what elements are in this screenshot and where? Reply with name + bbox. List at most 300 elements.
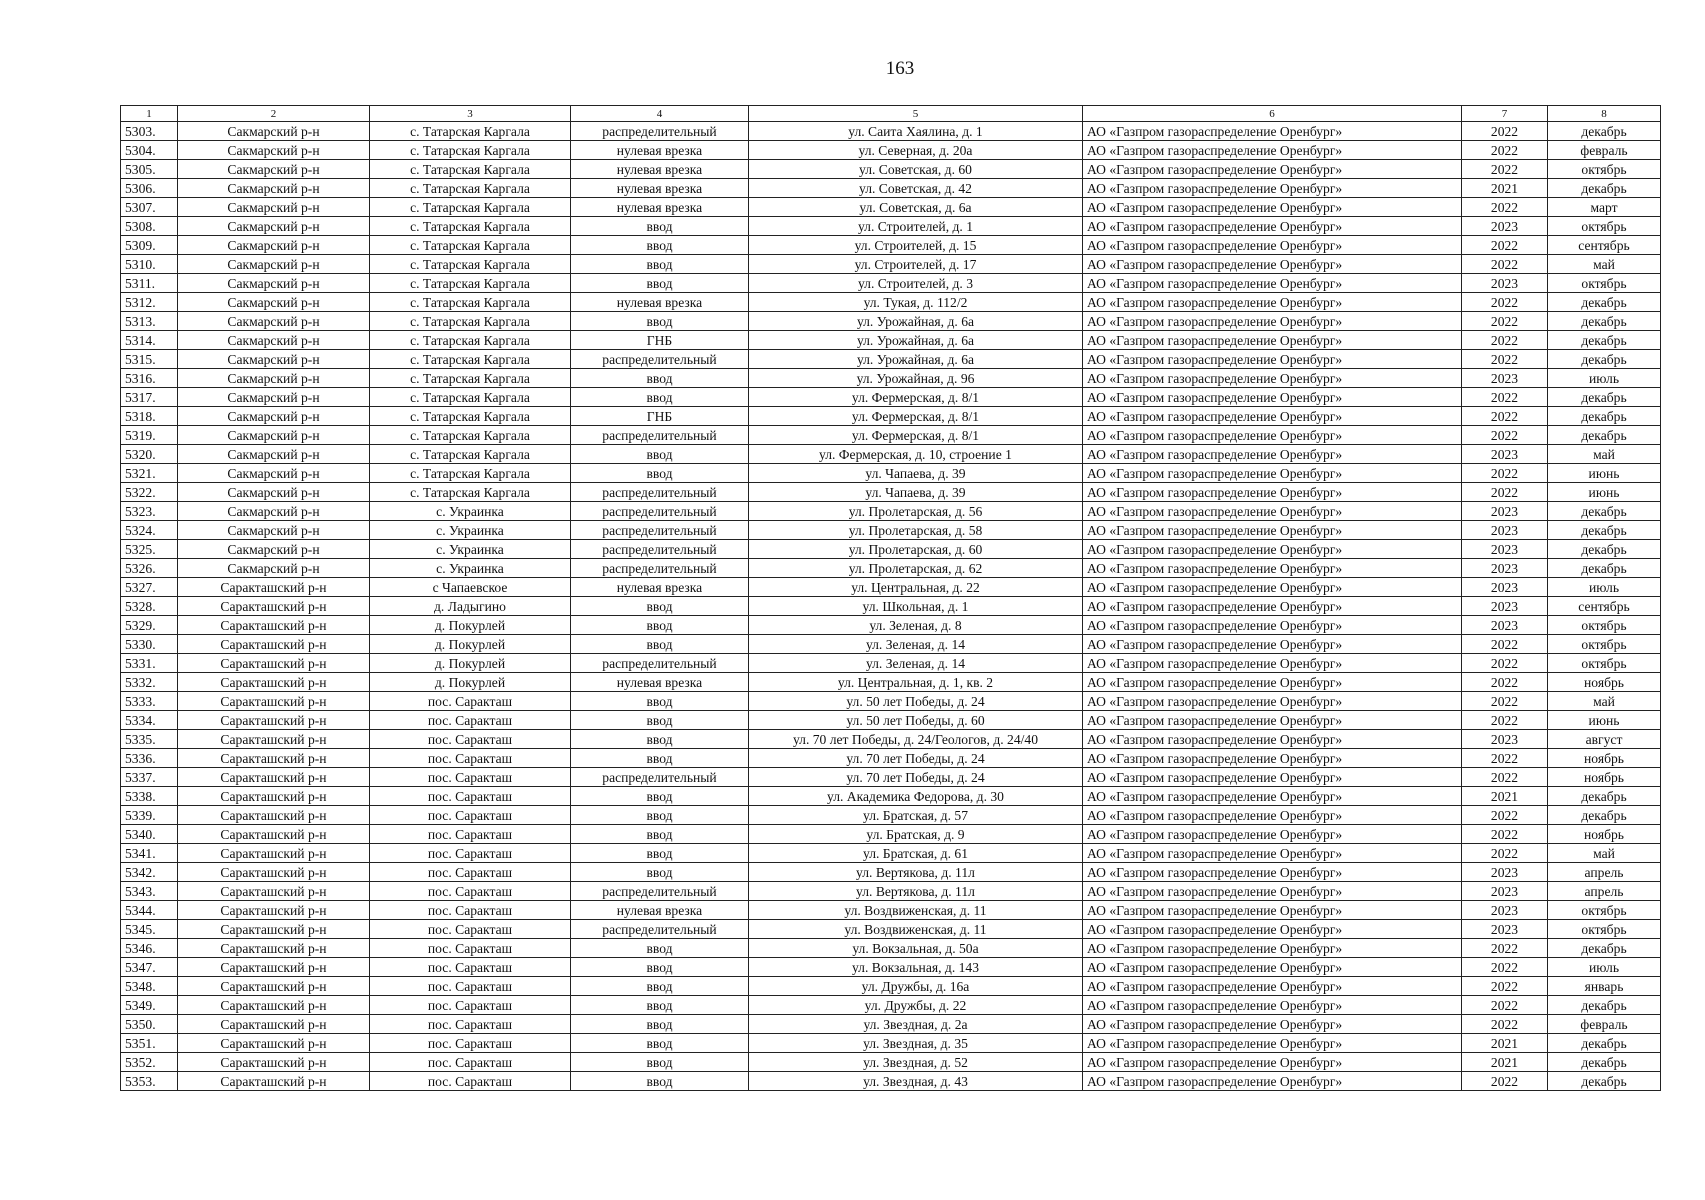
address-cell: ул. 70 лет Победы, д. 24 — [749, 749, 1083, 768]
table-row — [121, 597, 1661, 616]
district-cell: Сакмарский р-н — [178, 407, 370, 426]
district-cell: Сакмарский р-н — [178, 141, 370, 160]
row-number-cell: 5324. — [121, 521, 178, 540]
work-type-cell: нулевая врезка — [571, 160, 749, 179]
row-number-cell: 5306. — [121, 179, 178, 198]
year-cell: 2022 — [1462, 293, 1548, 312]
settlement-cell: пос. Саракташ — [370, 996, 571, 1015]
address-cell: ул. Северная, д. 20а — [749, 141, 1083, 160]
row-number-cell: 5323. — [121, 502, 178, 521]
work-type-cell: ГНБ — [571, 331, 749, 350]
work-type-cell: распределительный — [571, 920, 749, 939]
organization-cell: АО «Газпром газораспределение Оренбург» — [1083, 426, 1462, 445]
organization-cell: АО «Газпром газораспределение Оренбург» — [1083, 350, 1462, 369]
settlement-cell: с. Татарская Каргала — [370, 274, 571, 293]
district-cell: Саракташский р-н — [178, 711, 370, 730]
settlement-cell: пос. Саракташ — [370, 749, 571, 768]
month-cell: декабрь — [1548, 1072, 1661, 1091]
table-row — [121, 939, 1661, 958]
table-row — [121, 673, 1661, 692]
organization-cell: АО «Газпром газораспределение Оренбург» — [1083, 274, 1462, 293]
district-cell: Саракташский р-н — [178, 768, 370, 787]
month-cell: октябрь — [1548, 217, 1661, 236]
month-cell: май — [1548, 255, 1661, 274]
work-type-cell: ввод — [571, 1034, 749, 1053]
table-row — [121, 312, 1661, 331]
address-cell: ул. Звездная, д. 43 — [749, 1072, 1083, 1091]
table-row — [121, 787, 1661, 806]
row-number-cell: 5320. — [121, 445, 178, 464]
organization-cell: АО «Газпром газораспределение Оренбург» — [1083, 806, 1462, 825]
table-row — [121, 654, 1661, 673]
row-number-cell: 5326. — [121, 559, 178, 578]
work-type-cell: распределительный — [571, 654, 749, 673]
organization-cell: АО «Газпром газораспределение Оренбург» — [1083, 160, 1462, 179]
district-cell: Сакмарский р-н — [178, 331, 370, 350]
organization-cell: АО «Газпром газораспределение Оренбург» — [1083, 920, 1462, 939]
settlement-cell: пос. Саракташ — [370, 863, 571, 882]
settlement-cell: с. Татарская Каргала — [370, 179, 571, 198]
organization-cell: АО «Газпром газораспределение Оренбург» — [1083, 730, 1462, 749]
month-cell: май — [1548, 844, 1661, 863]
year-cell: 2023 — [1462, 559, 1548, 578]
address-cell: ул. Советская, д. 60 — [749, 160, 1083, 179]
address-cell: ул. Зеленая, д. 14 — [749, 635, 1083, 654]
table-row — [121, 198, 1661, 217]
settlement-cell: с. Украинка — [370, 559, 571, 578]
year-cell: 2022 — [1462, 236, 1548, 255]
work-type-cell: ввод — [571, 787, 749, 806]
month-cell: январь — [1548, 977, 1661, 996]
work-type-cell: нулевая врезка — [571, 673, 749, 692]
settlement-cell: с. Татарская Каргала — [370, 388, 571, 407]
table-row — [121, 559, 1661, 578]
work-type-cell: нулевая врезка — [571, 578, 749, 597]
organization-cell: АО «Газпром газораспределение Оренбург» — [1083, 559, 1462, 578]
work-type-cell: ввод — [571, 711, 749, 730]
work-type-cell: ввод — [571, 1015, 749, 1034]
work-type-cell: ввод — [571, 388, 749, 407]
work-type-cell: распределительный — [571, 122, 749, 141]
work-type-cell: распределительный — [571, 768, 749, 787]
row-number-cell: 5321. — [121, 464, 178, 483]
row-number-cell: 5310. — [121, 255, 178, 274]
address-cell: ул. Академика Федорова, д. 30 — [749, 787, 1083, 806]
row-number-cell: 5307. — [121, 198, 178, 217]
year-cell: 2022 — [1462, 673, 1548, 692]
month-cell: август — [1548, 730, 1661, 749]
row-number-cell: 5332. — [121, 673, 178, 692]
year-cell: 2023 — [1462, 540, 1548, 559]
table-row — [121, 825, 1661, 844]
district-cell: Сакмарский р-н — [178, 179, 370, 198]
district-cell: Саракташский р-н — [178, 654, 370, 673]
organization-cell: АО «Газпром газораспределение Оренбург» — [1083, 749, 1462, 768]
month-cell: декабрь — [1548, 179, 1661, 198]
row-number-cell: 5312. — [121, 293, 178, 312]
district-cell: Саракташский р-н — [178, 882, 370, 901]
district-cell: Саракташский р-н — [178, 806, 370, 825]
month-cell: декабрь — [1548, 407, 1661, 426]
settlement-cell: пос. Саракташ — [370, 920, 571, 939]
work-type-cell: ввод — [571, 236, 749, 255]
row-number-cell: 5316. — [121, 369, 178, 388]
address-cell: ул. Звездная, д. 2а — [749, 1015, 1083, 1034]
address-cell: ул. Фермерская, д. 10, строение 1 — [749, 445, 1083, 464]
year-cell: 2022 — [1462, 939, 1548, 958]
organization-cell: АО «Газпром газораспределение Оренбург» — [1083, 977, 1462, 996]
work-type-cell: ввод — [571, 996, 749, 1015]
row-number-cell: 5339. — [121, 806, 178, 825]
year-cell: 2023 — [1462, 274, 1548, 293]
table-row — [121, 958, 1661, 977]
month-cell: ноябрь — [1548, 749, 1661, 768]
settlement-cell: с. Украинка — [370, 502, 571, 521]
table-row — [121, 806, 1661, 825]
year-cell: 2021 — [1462, 1034, 1548, 1053]
month-cell: февраль — [1548, 141, 1661, 160]
month-cell: декабрь — [1548, 806, 1661, 825]
work-type-cell: ввод — [571, 369, 749, 388]
month-cell: май — [1548, 692, 1661, 711]
settlement-cell: с. Татарская Каргала — [370, 160, 571, 179]
month-cell: апрель — [1548, 863, 1661, 882]
settlement-cell: д. Покурлей — [370, 654, 571, 673]
table-row — [121, 1034, 1661, 1053]
organization-cell: АО «Газпром газораспределение Оренбург» — [1083, 122, 1462, 141]
organization-cell: АО «Газпром газораспределение Оренбург» — [1083, 369, 1462, 388]
row-number-cell: 5337. — [121, 768, 178, 787]
year-cell: 2022 — [1462, 996, 1548, 1015]
address-cell: ул. Воздвиженская, д. 11 — [749, 901, 1083, 920]
year-cell: 2022 — [1462, 426, 1548, 445]
month-cell: октябрь — [1548, 616, 1661, 635]
address-cell: ул. Пролетарская, д. 62 — [749, 559, 1083, 578]
district-cell: Сакмарский р-н — [178, 369, 370, 388]
settlement-cell: с. Татарская Каргала — [370, 198, 571, 217]
row-number-cell: 5334. — [121, 711, 178, 730]
district-cell: Саракташский р-н — [178, 939, 370, 958]
organization-cell: АО «Газпром газораспределение Оренбург» — [1083, 312, 1462, 331]
district-cell: Саракташский р-н — [178, 1034, 370, 1053]
table-row — [121, 844, 1661, 863]
table-body — [121, 122, 1661, 1091]
table-row — [121, 768, 1661, 787]
year-cell: 2022 — [1462, 407, 1548, 426]
district-cell: Саракташский р-н — [178, 730, 370, 749]
settlement-cell: с Чапаевское — [370, 578, 571, 597]
month-cell: декабрь — [1548, 1034, 1661, 1053]
table-row — [121, 369, 1661, 388]
month-cell: декабрь — [1548, 996, 1661, 1015]
address-cell: ул. Звездная, д. 52 — [749, 1053, 1083, 1072]
month-cell: декабрь — [1548, 350, 1661, 369]
organization-cell: АО «Газпром газораспределение Оренбург» — [1083, 882, 1462, 901]
district-cell: Сакмарский р-н — [178, 274, 370, 293]
organization-cell: АО «Газпром газораспределение Оренбург» — [1083, 236, 1462, 255]
year-cell: 2023 — [1462, 597, 1548, 616]
settlement-cell: пос. Саракташ — [370, 692, 571, 711]
table-row — [121, 217, 1661, 236]
work-type-cell: распределительный — [571, 559, 749, 578]
year-cell: 2022 — [1462, 977, 1548, 996]
district-cell: Саракташский р-н — [178, 749, 370, 768]
address-cell: ул. Вокзальная, д. 143 — [749, 958, 1083, 977]
year-cell: 2022 — [1462, 255, 1548, 274]
row-number-cell: 5317. — [121, 388, 178, 407]
settlement-cell: пос. Саракташ — [370, 1015, 571, 1034]
column-header: 8 — [1548, 106, 1661, 122]
organization-cell: АО «Газпром газораспределение Оренбург» — [1083, 711, 1462, 730]
row-number-cell: 5314. — [121, 331, 178, 350]
work-type-cell: распределительный — [571, 882, 749, 901]
settlement-cell: пос. Саракташ — [370, 939, 571, 958]
row-number-cell: 5352. — [121, 1053, 178, 1072]
row-number-cell: 5305. — [121, 160, 178, 179]
row-number-cell: 5353. — [121, 1072, 178, 1091]
settlement-cell: с. Татарская Каргала — [370, 350, 571, 369]
row-number-cell: 5343. — [121, 882, 178, 901]
year-cell: 2022 — [1462, 844, 1548, 863]
table-row — [121, 1053, 1661, 1072]
table-row — [121, 730, 1661, 749]
address-cell: ул. Фермерская, д. 8/1 — [749, 407, 1083, 426]
column-header: 3 — [370, 106, 571, 122]
district-cell: Саракташский р-н — [178, 996, 370, 1015]
work-type-cell: ввод — [571, 1053, 749, 1072]
work-type-cell: нулевая врезка — [571, 179, 749, 198]
work-type-cell: ввод — [571, 616, 749, 635]
district-cell: Саракташский р-н — [178, 844, 370, 863]
row-number-cell: 5308. — [121, 217, 178, 236]
settlement-cell: пос. Саракташ — [370, 730, 571, 749]
settlement-cell: с. Татарская Каргала — [370, 141, 571, 160]
settlement-cell: пос. Саракташ — [370, 768, 571, 787]
month-cell: декабрь — [1548, 1053, 1661, 1072]
row-number-cell: 5348. — [121, 977, 178, 996]
settlement-cell: с. Татарская Каргала — [370, 464, 571, 483]
address-cell: ул. Фермерская, д. 8/1 — [749, 388, 1083, 407]
district-cell: Саракташский р-н — [178, 901, 370, 920]
month-cell: май — [1548, 445, 1661, 464]
month-cell: декабрь — [1548, 312, 1661, 331]
settlement-cell: пос. Саракташ — [370, 901, 571, 920]
address-cell: ул. Центральная, д. 22 — [749, 578, 1083, 597]
row-number-cell: 5335. — [121, 730, 178, 749]
month-cell: ноябрь — [1548, 825, 1661, 844]
year-cell: 2022 — [1462, 198, 1548, 217]
table-row — [121, 996, 1661, 1015]
work-type-cell: ГНБ — [571, 407, 749, 426]
table-row — [121, 616, 1661, 635]
year-cell: 2022 — [1462, 806, 1548, 825]
organization-cell: АО «Газпром газораспределение Оренбург» — [1083, 331, 1462, 350]
settlement-cell: пос. Саракташ — [370, 1072, 571, 1091]
month-cell: декабрь — [1548, 331, 1661, 350]
row-number-cell: 5350. — [121, 1015, 178, 1034]
year-cell: 2022 — [1462, 1072, 1548, 1091]
work-type-cell: распределительный — [571, 483, 749, 502]
work-type-cell: ввод — [571, 464, 749, 483]
district-cell: Саракташский р-н — [178, 1072, 370, 1091]
row-number-cell: 5331. — [121, 654, 178, 673]
row-number-cell: 5351. — [121, 1034, 178, 1053]
table-row — [121, 882, 1661, 901]
work-type-cell: ввод — [571, 635, 749, 654]
district-cell: Сакмарский р-н — [178, 217, 370, 236]
table-row — [121, 426, 1661, 445]
month-cell: февраль — [1548, 1015, 1661, 1034]
month-cell: ноябрь — [1548, 673, 1661, 692]
district-cell: Саракташский р-н — [178, 1053, 370, 1072]
year-cell: 2023 — [1462, 217, 1548, 236]
work-type-cell: ввод — [571, 730, 749, 749]
month-cell: декабрь — [1548, 293, 1661, 312]
district-cell: Сакмарский р-н — [178, 312, 370, 331]
table-row — [121, 920, 1661, 939]
address-cell: ул. Строителей, д. 3 — [749, 274, 1083, 293]
district-cell: Саракташский р-н — [178, 597, 370, 616]
address-cell: ул. Строителей, д. 1 — [749, 217, 1083, 236]
district-cell: Сакмарский р-н — [178, 255, 370, 274]
settlement-cell: пос. Саракташ — [370, 1034, 571, 1053]
settlement-cell: д. Ладыгино — [370, 597, 571, 616]
table-row — [121, 293, 1661, 312]
row-number-cell: 5315. — [121, 350, 178, 369]
row-number-cell: 5318. — [121, 407, 178, 426]
organization-cell: АО «Газпром газораспределение Оренбург» — [1083, 1015, 1462, 1034]
month-cell: март — [1548, 198, 1661, 217]
column-header: 4 — [571, 106, 749, 122]
settlement-cell: пос. Саракташ — [370, 787, 571, 806]
month-cell: декабрь — [1548, 502, 1661, 521]
year-cell: 2022 — [1462, 692, 1548, 711]
district-cell: Сакмарский р-н — [178, 426, 370, 445]
organization-cell: АО «Газпром газораспределение Оренбург» — [1083, 217, 1462, 236]
work-type-cell: ввод — [571, 806, 749, 825]
year-cell: 2021 — [1462, 179, 1548, 198]
address-cell: ул. Дружбы, д. 22 — [749, 996, 1083, 1015]
row-number-cell: 5328. — [121, 597, 178, 616]
district-cell: Саракташский р-н — [178, 958, 370, 977]
district-cell: Сакмарский р-н — [178, 293, 370, 312]
work-type-cell: распределительный — [571, 350, 749, 369]
row-number-cell: 5330. — [121, 635, 178, 654]
row-number-cell: 5346. — [121, 939, 178, 958]
table-row — [121, 502, 1661, 521]
district-cell: Сакмарский р-н — [178, 483, 370, 502]
row-number-cell: 5338. — [121, 787, 178, 806]
organization-cell: АО «Газпром газораспределение Оренбург» — [1083, 768, 1462, 787]
address-cell: ул. Советская, д. 42 — [749, 179, 1083, 198]
row-number-cell: 5304. — [121, 141, 178, 160]
organization-cell: АО «Газпром газораспределение Оренбург» — [1083, 635, 1462, 654]
organization-cell: АО «Газпром газораспределение Оренбург» — [1083, 1072, 1462, 1091]
work-type-cell: ввод — [571, 312, 749, 331]
column-header: 2 — [178, 106, 370, 122]
table-row — [121, 863, 1661, 882]
table-row — [121, 521, 1661, 540]
address-cell: ул. Чапаева, д. 39 — [749, 464, 1083, 483]
district-cell: Сакмарский р-н — [178, 464, 370, 483]
work-type-cell: нулевая врезка — [571, 293, 749, 312]
district-cell: Сакмарский р-н — [178, 388, 370, 407]
organization-cell: АО «Газпром газораспределение Оренбург» — [1083, 863, 1462, 882]
row-number-cell: 5347. — [121, 958, 178, 977]
table-row — [121, 540, 1661, 559]
settlement-cell: пос. Саракташ — [370, 882, 571, 901]
year-cell: 2022 — [1462, 350, 1548, 369]
year-cell: 2023 — [1462, 502, 1548, 521]
district-cell: Сакмарский р-н — [178, 198, 370, 217]
year-cell: 2022 — [1462, 711, 1548, 730]
table-row — [121, 635, 1661, 654]
table-row — [121, 483, 1661, 502]
year-cell: 2023 — [1462, 578, 1548, 597]
year-cell: 2022 — [1462, 635, 1548, 654]
district-cell: Саракташский р-н — [178, 616, 370, 635]
settlement-cell: с. Татарская Каргала — [370, 426, 571, 445]
month-cell: октябрь — [1548, 274, 1661, 293]
month-cell: октябрь — [1548, 654, 1661, 673]
month-cell: декабрь — [1548, 787, 1661, 806]
district-cell: Саракташский р-н — [178, 1015, 370, 1034]
year-cell: 2022 — [1462, 160, 1548, 179]
year-cell: 2022 — [1462, 749, 1548, 768]
organization-cell: АО «Газпром газораспределение Оренбург» — [1083, 388, 1462, 407]
settlement-cell: пос. Саракташ — [370, 977, 571, 996]
organization-cell: АО «Газпром газораспределение Оренбург» — [1083, 502, 1462, 521]
work-type-cell: распределительный — [571, 521, 749, 540]
address-cell: ул. Братская, д. 57 — [749, 806, 1083, 825]
address-cell: ул. Тукая, д. 112/2 — [749, 293, 1083, 312]
month-cell: декабрь — [1548, 388, 1661, 407]
year-cell: 2023 — [1462, 920, 1548, 939]
organization-cell: АО «Газпром газораспределение Оренбург» — [1083, 692, 1462, 711]
month-cell: июнь — [1548, 464, 1661, 483]
row-number-cell: 5345. — [121, 920, 178, 939]
work-type-cell: распределительный — [571, 540, 749, 559]
month-cell: июль — [1548, 958, 1661, 977]
page-number: 163 — [885, 58, 915, 79]
row-number-cell: 5342. — [121, 863, 178, 882]
district-cell: Сакмарский р-н — [178, 502, 370, 521]
year-cell: 2023 — [1462, 521, 1548, 540]
month-cell: ноябрь — [1548, 768, 1661, 787]
organization-cell: АО «Газпром газораспределение Оренбург» — [1083, 483, 1462, 502]
table-row — [121, 388, 1661, 407]
district-cell: Сакмарский р-н — [178, 521, 370, 540]
settlement-cell: д. Покурлей — [370, 616, 571, 635]
table-row — [121, 331, 1661, 350]
row-number-cell: 5313. — [121, 312, 178, 331]
row-number-cell: 5319. — [121, 426, 178, 445]
district-cell: Саракташский р-н — [178, 863, 370, 882]
settlement-cell: с. Татарская Каргала — [370, 255, 571, 274]
column-number-row — [121, 106, 1661, 122]
year-cell: 2022 — [1462, 768, 1548, 787]
row-number-cell: 5309. — [121, 236, 178, 255]
column-header: 1 — [121, 106, 178, 122]
year-cell: 2023 — [1462, 730, 1548, 749]
organization-cell: АО «Газпром газораспределение Оренбург» — [1083, 198, 1462, 217]
settlement-cell: с. Украинка — [370, 521, 571, 540]
settlement-cell: с. Татарская Каргала — [370, 369, 571, 388]
work-type-cell: ввод — [571, 825, 749, 844]
organization-cell: АО «Газпром газораспределение Оренбург» — [1083, 616, 1462, 635]
row-number-cell: 5340. — [121, 825, 178, 844]
table-row — [121, 179, 1661, 198]
